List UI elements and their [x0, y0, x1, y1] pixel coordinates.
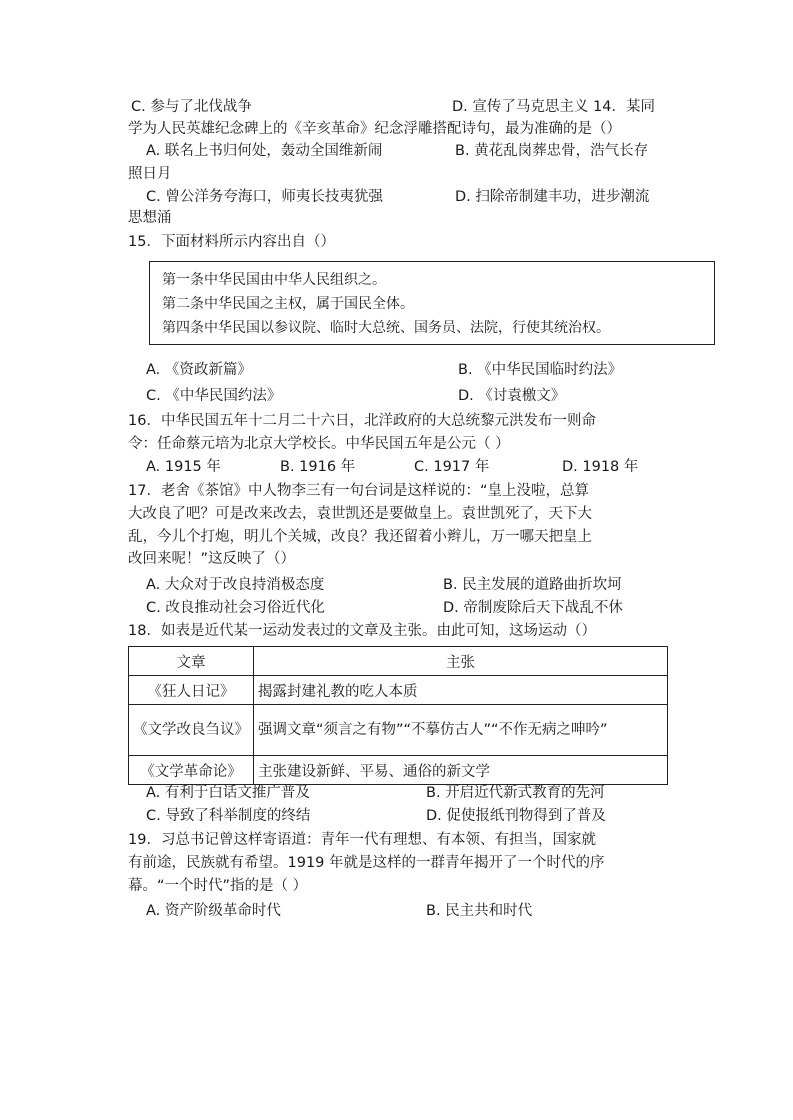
- q15-material-box: [149, 261, 715, 345]
- table-cell-article: 《文学革命论》: [129, 756, 254, 785]
- table-header-article: 文章: [129, 647, 254, 676]
- table-header-claim: 主张: [254, 647, 668, 676]
- q17-stem-1: 17．老舍《茶馆》中人物李三有一句台词是这样说的：“皇上没啦，总算: [128, 483, 589, 499]
- table-cell-claim: 强调文章“须言之有物”“不摹仿古人”“不作无病之呻吟”: [254, 705, 668, 756]
- q17-stem-2: 大改良了吧？可是改来改去，袁世凯还是要做皇上。袁世凯死了，天下大: [128, 506, 592, 522]
- q15-material-line: 第二条中华民国之主权，属于国民全体。: [162, 296, 414, 312]
- q17-option-d: D. 帝制废除后天下战乱不休: [443, 600, 623, 616]
- q18-option-a: A. 有利于白话文推广普及: [146, 785, 310, 801]
- q13-option-c: C. 参与了北伐战争: [131, 99, 252, 115]
- q17-option-a: A. 大众对于改良持消极态度: [146, 577, 325, 593]
- q14-option-a: A. 联名上书归何处，轰动全国维新闹: [146, 143, 383, 159]
- q17-option-c: C. 改良推动社会习俗近代化: [146, 600, 325, 616]
- q14-option-d-cont: 思想涌: [128, 210, 172, 226]
- q17-stem-3: 乱，今儿个打炮，明儿个关城，改良？我还留着小辫儿，万一哪天把皇上: [128, 529, 592, 545]
- q14-option-d: D. 扫除帝制建丰功，进步潮流: [455, 189, 650, 205]
- q15-material-line: 第一条中华民国由中华人民组织之。: [162, 272, 386, 288]
- table-cell-claim: 主张建设新鲜、平易、通俗的新文学: [254, 756, 668, 785]
- q19-stem-3: 幕。“一个时代”指的是（ ）: [128, 878, 308, 894]
- q19-option-a: A. 资产阶级革命时代: [146, 903, 281, 919]
- table-row: [129, 756, 668, 785]
- q16-option-a: A. 1915 年: [146, 459, 221, 475]
- q19-option-b: B. 民主共和时代: [426, 903, 533, 919]
- q15-option-a: A. 《资政新篇》: [146, 362, 252, 378]
- q16-stem-2: 令：任命蔡元培为北京大学校长。中华民国五年是公元（ ）: [128, 436, 510, 452]
- table-cell-article: 《狂人日记》: [129, 676, 254, 705]
- q14-option-b: B. 黄花乱岗葬忠骨，浩气长存: [455, 143, 649, 159]
- q15-material-line: 第四条中华民国以参议院、临时大总统、国务员、法院，行使其统治权。: [162, 320, 610, 336]
- q19-stem-1: 19．习总书记曾这样寄语道：青年一代有理想、有本领、有担当，国家就: [128, 832, 596, 848]
- q18-option-b: B. 开启近代新式教育的先河: [426, 785, 605, 801]
- table-row: [129, 705, 668, 756]
- q18-option-d: D. 促使报纸刊物得到了普及: [426, 808, 606, 824]
- q16-stem-1: 16．中华民国五年十二月二十六日，北洋政府的大总统黎元洪发布一则命: [128, 413, 596, 429]
- q16-option-d: D. 1918 年: [562, 459, 639, 475]
- q18-option-c: C. 导致了科举制度的终结: [146, 808, 311, 824]
- q15-option-b: B. 《中华民国临时约法》: [458, 362, 623, 378]
- table-cell-article: 《文学改良刍议》: [129, 705, 254, 756]
- q16-option-c: C. 1917 年: [414, 459, 490, 475]
- q15-option-c: C. 《中华民国约法》: [146, 388, 282, 404]
- q18-table: [128, 646, 668, 785]
- q14-stem: 学为人民英雄纪念碑上的《辛亥革命》纪念浮雕搭配诗句，最为准确的是（）: [128, 121, 621, 137]
- q17-stem-4: 改回来呢！”这反映了（）: [128, 551, 296, 567]
- q17-option-b: B. 民主发展的道路曲折坎坷: [443, 577, 622, 593]
- q13-option-d-and-q14-start: D. 宣传了马克思主义 14．某同: [452, 99, 655, 115]
- q14-option-b-cont: 照日月: [128, 166, 172, 182]
- q14-option-c: C. 曾公洋务夸海口，师夷长技夷犹强: [146, 189, 383, 205]
- q19-stem-2: 有前途，民族就有希望。1919 年就是这样的一群青年揭开了一个时代的序: [128, 855, 605, 871]
- table-header-row: [129, 647, 668, 676]
- q15-stem: 15．下面材料所示内容出自（）: [128, 234, 335, 250]
- q15-option-d: D. 《讨袁檄文》: [458, 388, 566, 404]
- table-cell-claim: 揭露封建礼教的吃人本质: [254, 676, 668, 705]
- table-row: [129, 676, 668, 705]
- q16-option-b: B. 1916 年: [280, 459, 356, 475]
- q18-stem: 18．如表是近代某一运动发表过的文章及主张。由此可知，这场运动（）: [128, 623, 596, 639]
